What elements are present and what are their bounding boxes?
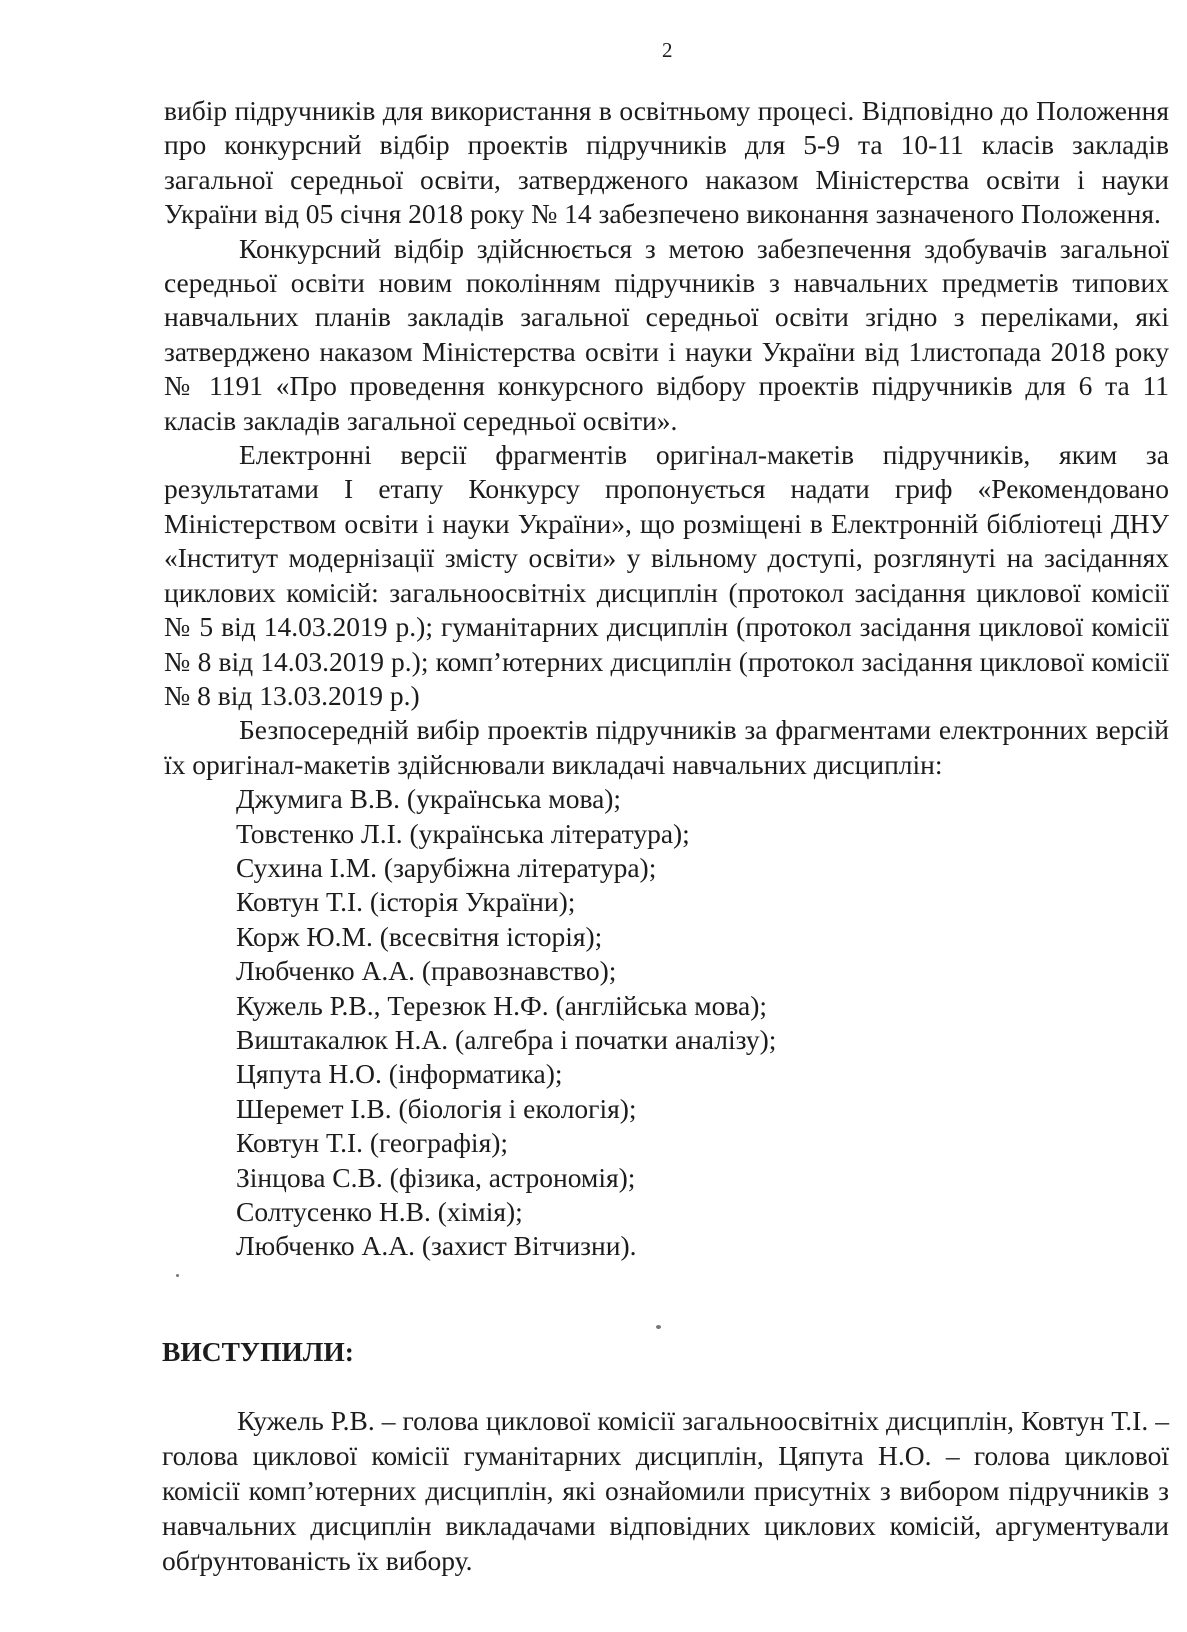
scan-speck xyxy=(176,1274,179,1277)
teachers-list xyxy=(164,782,1169,1264)
list-item: Любченко А.А. (правознавство); xyxy=(236,955,617,987)
list-item: Солтусенко Н.В. (хімія); xyxy=(236,1196,523,1227)
list-item: Шеремет І.В. (біологія і екологія); xyxy=(236,1092,637,1124)
paragraph-electronic-versions: Електронні версії фрагментів оригінал-макетів підручників, яким за результатами І етапу Конкурсу пропонується надати гриф «Рекомендовано Міністерством освіти і науки України», що розміщені в Електронній бібліотеці ДНУ «Інститут модернізації змісту освіти» у вільному доступі, розглянуті на засіданнях циклових комісій: загальноосвітніх дисциплін (протокол засідання циклової комісії № 5 від 14.03.2019 р.); гуманітарних дисциплін (протокол засідання циклової комісії № 8 від 14.03.2019 р.); комп’ютерних дисциплін (протокол засідання циклової комісії № 8 від 13.03.2019 р.) xyxy=(164,439,1169,711)
scan-speck xyxy=(656,1325,661,1329)
document-body xyxy=(164,94,1169,1264)
list-item: Виштакалюк Н.А. (алгебра і початки аналізу); xyxy=(236,1023,777,1055)
list-item: Ковтун Т.І. (географія); xyxy=(236,1127,509,1159)
list-item: Джумига В.В. (українська мова); xyxy=(236,783,622,815)
list-item: Товстенко Л.І. (українська література); xyxy=(236,817,690,849)
page-number: 2 xyxy=(662,38,673,62)
paragraph-direct-selection: Безпосередній вибір проектів підручників за фрагментами електронних версій їх оригінал-макетів здійснювали викладачі навчальних дисциплін: xyxy=(164,714,1169,780)
section-heading: ВИСТУПИЛИ: xyxy=(162,1336,354,1367)
paragraph-speakers: Кужель Р.В. – голова циклової комісії загальноосвітніх дисциплін, Ковтун Т.І. – голова циклової комісії гуманітарних дисциплін, Цяпута Н.О. – голова циклової комісії комп’ютерних дисциплін, які ознайомили присутніх з вибором підручників з навчальних дисциплін викладачами відповідних циклових комісій, аргументували обґрунтованість їх вибору. xyxy=(162,1405,1169,1576)
list-item: Любченко А.А. (захист Вітчизни). xyxy=(236,1230,637,1262)
list-item: Зінцова С.В. (фізика, астрономія); xyxy=(236,1161,636,1193)
paragraph-continuation: вибір підручників для використання в освітньому процесі. Відповідно до Положення про конкурсний відбір проектів підручників для 5-9 та 10-11 класів закладів загальної середньої освіти, затвердженого наказом Міністерства освіти і науки України від 05 січня 2018 року № 14 забезпечено виконання зазначеного Положення. xyxy=(164,95,1169,230)
list-item: Ковтун Т.І. (історія України); xyxy=(236,886,576,918)
list-item: Кужель Р.В., Терезюк Н.Ф. (англійська мова); xyxy=(236,989,768,1021)
paragraph-competition-purpose: Конкурсний відбір здійснюється з метою забезпечення здобувачів загальної середньої освіти новим поколінням підручників з навчальних предметів типових навчальних планів закладів загальної середньої освіти згідно з переліками, які затверджено наказом Міністерства освіти і науки України від 1листопада 2018 року № 1191 «Про проведення конкурсного відбору проектів підручників для 6 та 11 класів закладів загальної середньої освіти». xyxy=(164,232,1169,436)
list-item: Цяпута Н.О. (інформатика); xyxy=(236,1058,563,1090)
list-item: Сухина І.М. (зарубіжна література); xyxy=(236,851,657,883)
list-item: Корж Ю.М. (всесвітня історія); xyxy=(236,920,603,952)
